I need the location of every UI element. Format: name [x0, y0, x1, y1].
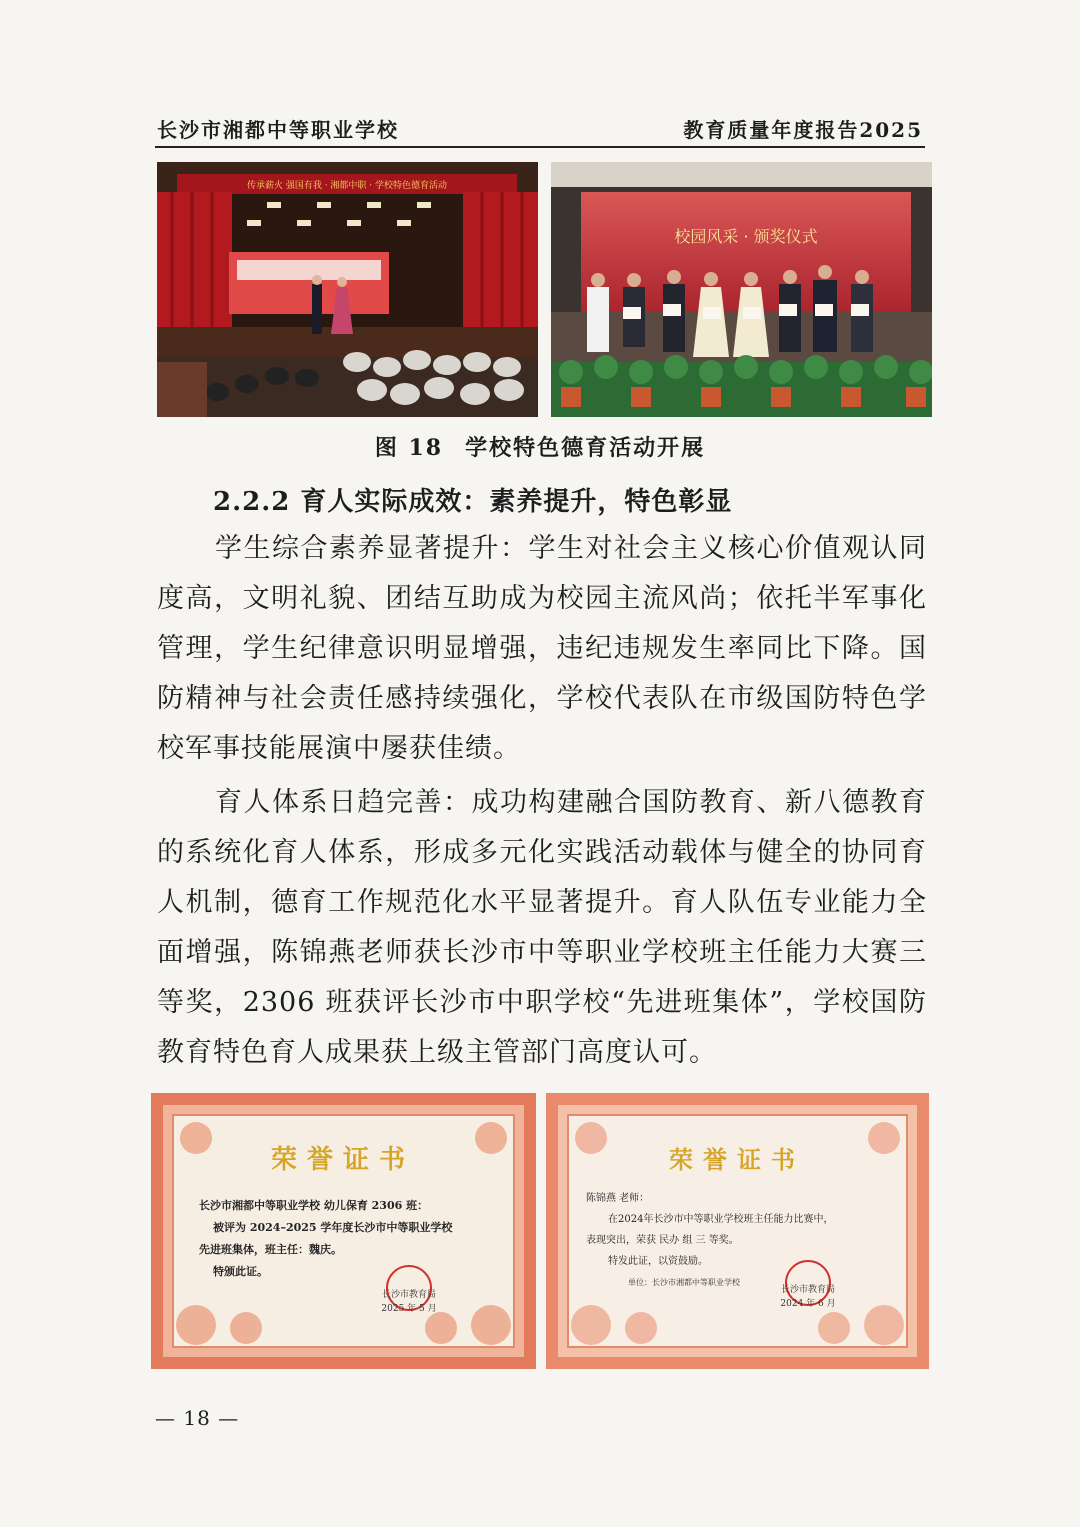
cert-left-line-3: 先进班集体，班主任：魏庆。 [199, 1243, 342, 1256]
cert-left-date: 2025 年 5 月 [381, 1304, 437, 1314]
cert-left-line-4: 特颁此证。 [213, 1265, 268, 1278]
cert-left-line-1: 长沙市湘都中等职业学校 幼儿保育 2306 班： [199, 1199, 429, 1212]
photo-award-ceremony [551, 162, 932, 417]
header-school-name: 长沙市湘都中等职业学校 [157, 118, 399, 142]
body-paragraph-2: 育人体系日趋完善：成功构建融合国防教育、新八德教育的系统化育人体系，形成多元化实践活动载体与健全的协同育人机制，德育工作规范化水平显著提升。育人队伍专业能力全面增强，陈锦燕老师获长沙市中等职业学校班主任能力大赛三等奖，2306 班获评长沙市中职学校“先进班集体”，学校国防教育特色育人成果获上级主管部门高度认可。 [157, 787, 927, 1068]
auditorium-illustration [157, 162, 538, 417]
cert-right-line-4: 特发此证，以资鼓励。 [608, 1256, 708, 1267]
body-paragraph-1: 学生综合素养显著提升：学生对社会主义核心价值观认同度高，文明礼貌、团结互助成为校园主流风尚；依托半军事化管理，学生纪律意识明显增强，违纪违规发生率同比下降。国防精神与社会责任感持续强化，学校代表队在市级国防特色学校军事技能展演中屡获佳绩。 [157, 533, 927, 764]
cert-right-line-5: 单位：长沙市湘都中等职业学校 [628, 1278, 740, 1287]
header-report-title: 教育质量年度报告2025 [683, 118, 923, 142]
certificate-teacher-award [546, 1093, 929, 1369]
cert-right-line-2: 在2024年长沙市中等职业学校班主任能力比赛中， [608, 1214, 834, 1225]
cert-left-issuer: 长沙市教育局 [381, 1290, 437, 1300]
cert-right-title: 荣誉证书 [669, 1145, 805, 1174]
certificate-class-award [151, 1093, 536, 1369]
page-number: — 18 — [155, 1406, 240, 1430]
cert-right-line-1: 陈锦燕 老师： [586, 1193, 650, 1204]
ceremony-illustration [551, 162, 932, 417]
left-banner-text: 传承薪火 强国有我 · 湘都中职 · 学校特色德育活动 [246, 181, 448, 191]
cert-left-line-2: 被评为 2024–2025 学年度长沙市中等职业学校 [213, 1221, 453, 1234]
photo-auditorium-event [157, 162, 538, 417]
right-banner-text: 校园风采 · 颁奖仪式 [674, 227, 818, 246]
figure-number: 图 18 [374, 435, 444, 461]
section-heading: 2.2.2 育人实际成效：素养提升，特色彰显 [213, 487, 733, 517]
header-divider [155, 146, 925, 148]
cert-right-date: 2024 年 6 月 [780, 1299, 836, 1309]
cert-right-issuer: 长沙市教育局 [780, 1285, 836, 1295]
cert-left-title: 荣誉证书 [270, 1145, 416, 1175]
figure-caption [0, 431, 1080, 462]
cert-right-line-3: 表现突出，荣获 民办 组 三 等奖。 [586, 1235, 739, 1246]
figure-title: 学校特色德育活动开展 [465, 435, 706, 461]
page-header [155, 108, 925, 148]
